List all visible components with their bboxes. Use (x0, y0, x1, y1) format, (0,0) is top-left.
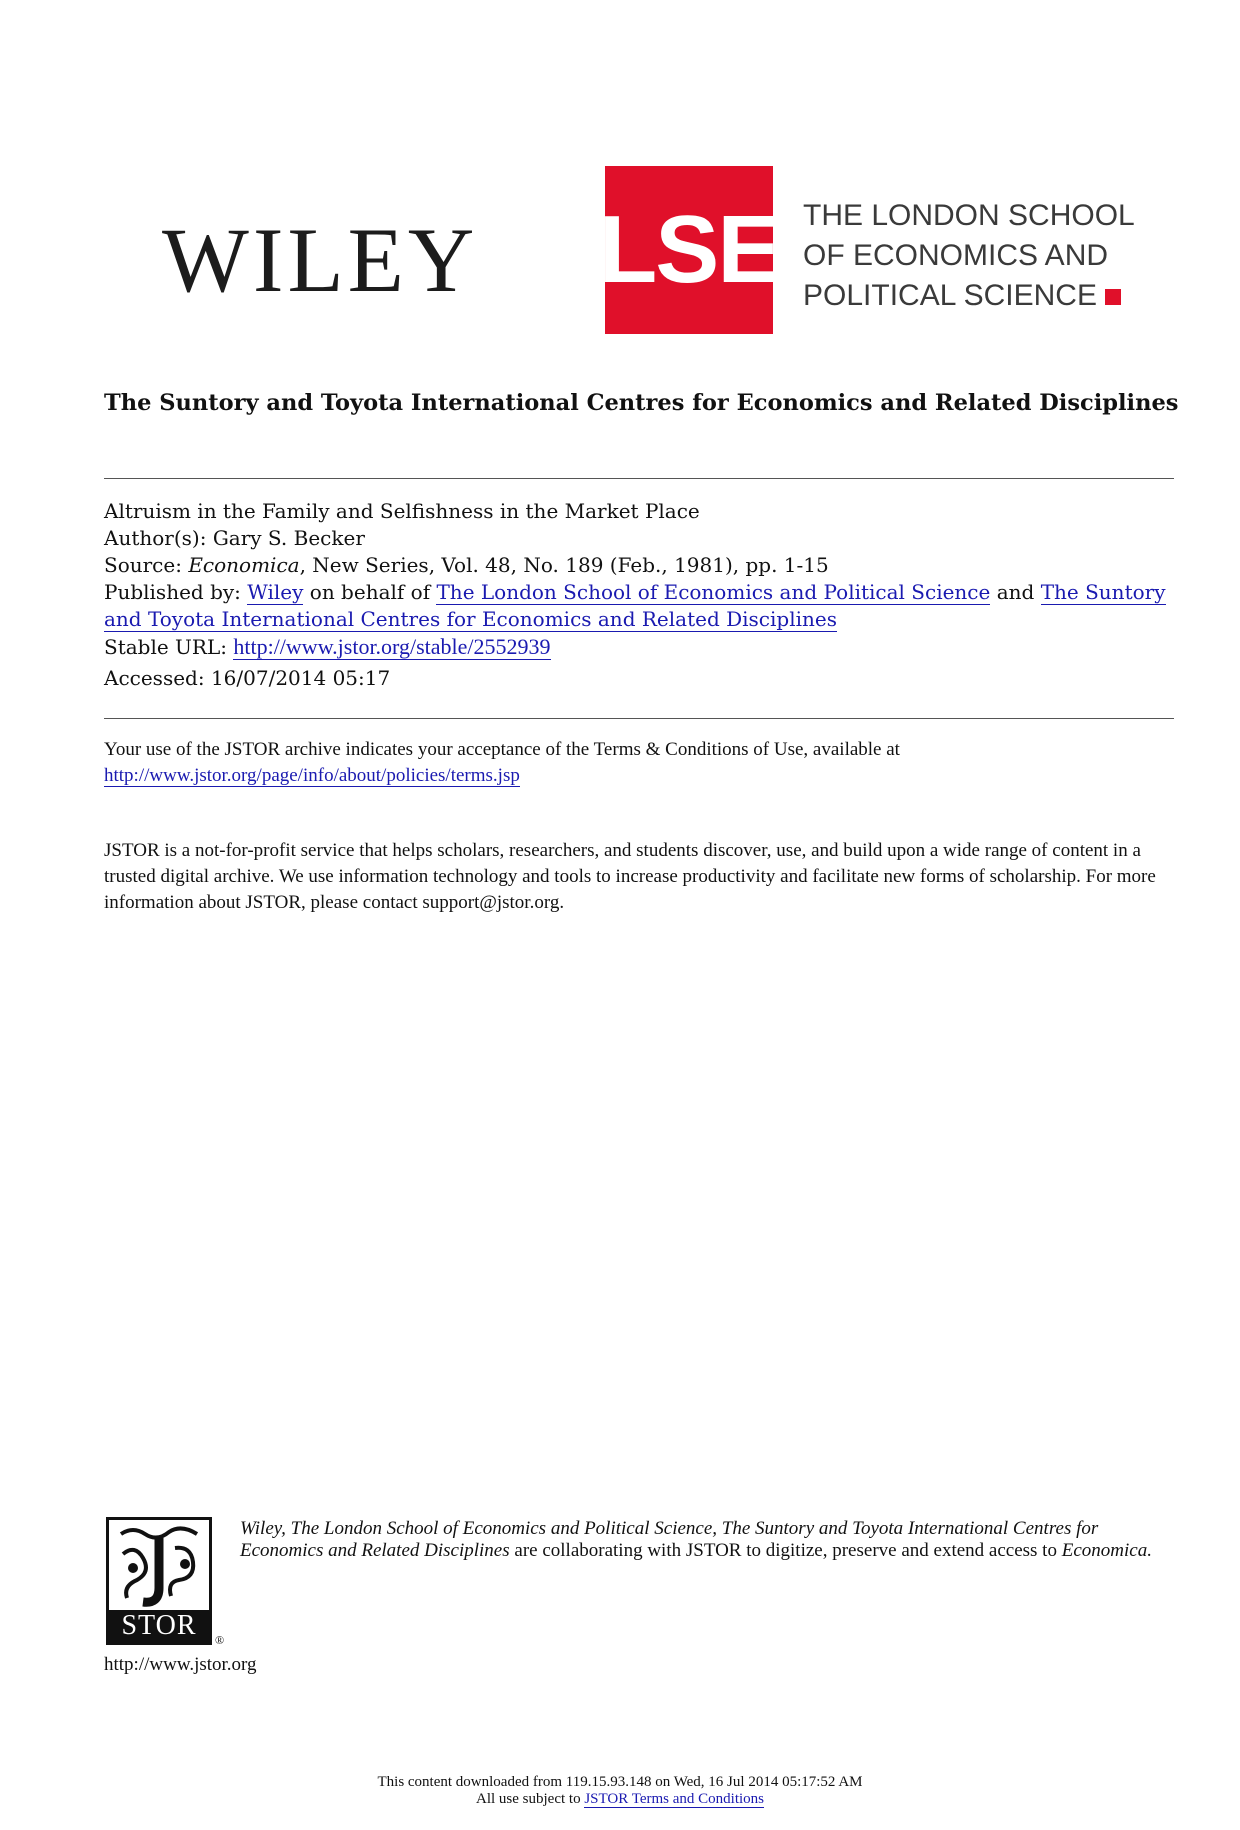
lse-square-icon (1105, 289, 1121, 305)
article-author: Author(s): Gary S. Becker (104, 526, 365, 550)
footer-download-info: This content downloaded from 119.15.93.148 on Wed, 16 Jul 2014 05:17:52 AM (377, 1774, 863, 1790)
jstor-description: JSTOR is a not-for-profit service that helps scholars, researchers, and students discover, use, and build upon a wide range of content in a trusted digital archive. We use information technology and tools to increase productivity and facilitate new forms of scholarship. For more information about JSTOR, please contact support@jstor.org. (104, 840, 1156, 913)
lse-name-line: THE LONDON SCHOOL (803, 199, 1135, 232)
jstor-logo (106, 1517, 212, 1645)
article-metadata (104, 498, 1174, 692)
registered-mark: ® (215, 1633, 225, 1647)
terms-notice: Your use of the JSTOR archive indicates your acceptance of the Terms & Conditions of Use, available at http://www.jstor.org/page/info/about/policies/terms.jsp (104, 739, 900, 786)
divider (104, 478, 1174, 479)
stable-url: Stable URL: http://www.jstor.org/stable/2552939 (104, 634, 551, 659)
jstor-logo-band: STOR (109, 1610, 209, 1642)
footer-terms: All use subject to JSTOR Terms and Conditions (476, 1791, 764, 1807)
wiley-logo: WILEY (162, 209, 479, 311)
footer-terms-link[interactable]: JSTOR Terms and Conditions (584, 1791, 764, 1807)
lse-name-line: OF ECONOMICS AND (803, 239, 1109, 272)
lse-name (803, 196, 1135, 316)
accessed-date: Accessed: 16/07/2014 05:17 (104, 666, 391, 690)
article-source: Source: Economica, New Series, Vol. 48, No. 189 (Feb., 1981), pp. 1-15 (104, 553, 829, 577)
jstor-url: http://www.jstor.org (104, 1654, 257, 1675)
article-title: Altruism in the Family and Selfishness in the Market Place (104, 499, 700, 523)
lse-name-line: POLITICAL SCIENCE (803, 276, 1135, 316)
publisher-link-suntory[interactable]: The Suntory and Toyota International Centres for Economics and Related Disciplines (104, 580, 1166, 631)
stable-url-link[interactable]: http://www.jstor.org/stable/2552939 (233, 634, 551, 659)
jstor-emblem-icon (113, 1524, 205, 1608)
divider (104, 718, 1174, 719)
centre-title: The Suntory and Toyota International Centres for Economics and Related Disciplines (104, 390, 1179, 416)
terms-link[interactable]: http://www.jstor.org/page/info/about/policies/terms.jsp (104, 765, 520, 786)
article-publisher: Published by: Wiley on behalf of The London School of Economics and Political Science and The Suntory and Toyota International Centres for Economics and Related Disciplines (104, 580, 1166, 631)
download-footer (0, 1774, 1240, 1808)
publisher-link-lse[interactable]: The London School of Economics and Political Science (436, 580, 991, 604)
publisher-link-wiley[interactable]: Wiley (247, 580, 304, 604)
collaboration-statement: Wiley, The London School of Economics and Political Science, The Suntory and Toyota International Centres for Economics and Related Disciplines are collaborating with JSTOR to digitize, preserve and extend access to Economica. (240, 1518, 1152, 1561)
lse-logo: LSE (605, 166, 773, 334)
